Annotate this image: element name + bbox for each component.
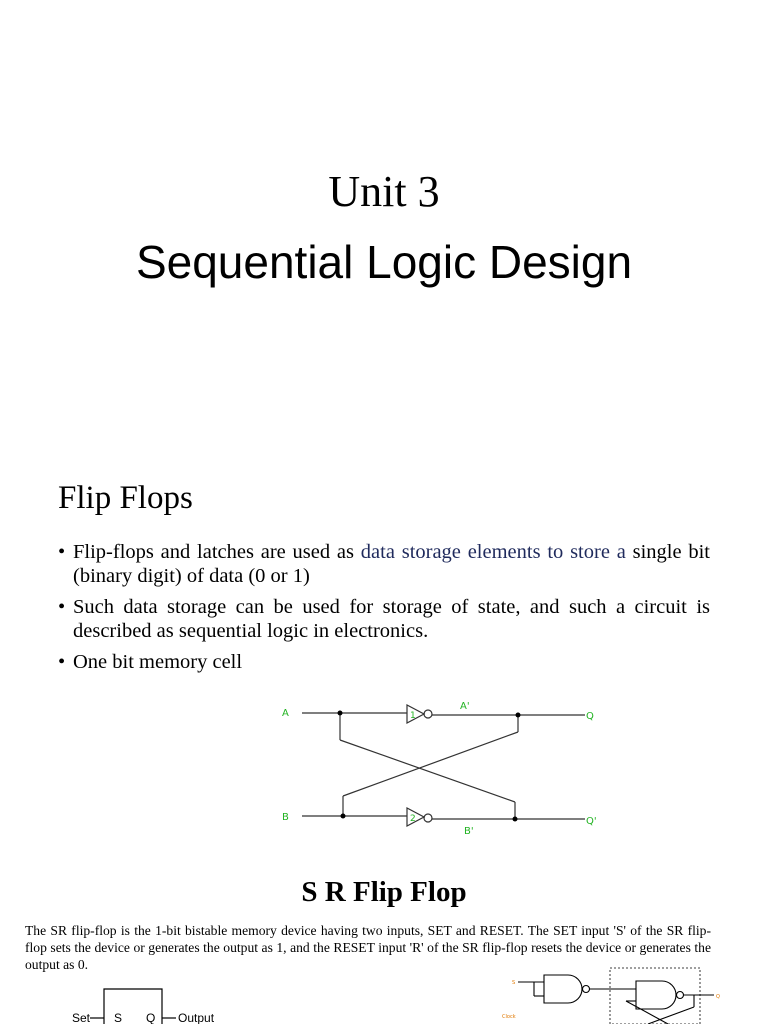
bullet-text-prefix: Flip-flops and latches are used as: [73, 541, 361, 563]
nand-gate-2-bubble: [677, 992, 684, 999]
latch-dashed-box: [610, 968, 700, 1024]
label-inverter-1: 1: [410, 711, 416, 721]
cross-feedback-wire-2: [626, 1001, 668, 1024]
sr-flip-flop-heading: S R Flip Flop: [301, 876, 467, 908]
inverter-2-bubble: [424, 814, 432, 822]
flip-flops-bullet-list: [58, 540, 710, 681]
nand-gate-2: [636, 981, 676, 1009]
main-title: Sequential Logic Design: [135, 236, 633, 288]
bullet-glyph: •: [58, 651, 66, 673]
gate-s-label: S: [512, 980, 516, 986]
one-bit-memory-cell-diagram: [270, 692, 610, 842]
bullet-text: One bit memory cell: [73, 651, 243, 673]
bullet-text-highlight: data storage elements to store a: [360, 541, 626, 563]
junction-dot: [338, 711, 343, 716]
unit-title: Unit 3: [328, 167, 440, 216]
junction-dot: [341, 814, 346, 819]
bullet-item: [58, 540, 710, 588]
sr-gate-level-diagram: [498, 965, 738, 1024]
label-a: A: [282, 708, 289, 719]
wire-cross-1: [340, 740, 515, 802]
set-label: Set: [72, 1011, 91, 1024]
nand-gate-1-bubble: [583, 986, 590, 993]
sr-block-symbol: [70, 985, 230, 1024]
label-b-prime: B': [464, 826, 474, 837]
label-q: Q: [586, 711, 594, 722]
sr-flip-flop-description: The SR flip-flop is the 1-bit bistable memory device having two inputs, SET and RESET. The SET input 'S' of the SR flip-flop sets the device or generates the output as 1, and the RESET input 'R' of the SR flip-flop resets the device or generates the output as 0.: [25, 923, 711, 972]
wire-cross-2: [343, 732, 518, 796]
bullet-item: [58, 650, 710, 674]
gate-q-label: Q: [716, 994, 720, 1000]
bullet-item: [58, 595, 710, 643]
label-q-bar: Q': [586, 816, 597, 827]
label-inverter-2: 2: [410, 814, 416, 824]
output-label: Output: [178, 1011, 215, 1024]
flip-flops-heading: Flip Flops: [58, 480, 193, 516]
bullet-glyph: •: [58, 541, 66, 563]
junction-dot: [513, 817, 518, 822]
s-pin-label: S: [114, 1011, 123, 1024]
label-a-prime: A': [460, 701, 470, 712]
q-pin-label: Q: [146, 1011, 156, 1024]
nand-gate-1: [544, 975, 582, 1003]
junction-dot: [516, 713, 521, 718]
gate-clock-label: Clock: [502, 1014, 516, 1020]
bullet-glyph: •: [58, 596, 66, 618]
bullet-text-suffix: single bit (binary digit) of data (0 or 1): [73, 541, 710, 587]
bullet-text: Such data storage can be used for storage of state, and such a circuit is described as sequential logic in electronics.: [73, 596, 710, 642]
label-b: B: [282, 812, 289, 823]
